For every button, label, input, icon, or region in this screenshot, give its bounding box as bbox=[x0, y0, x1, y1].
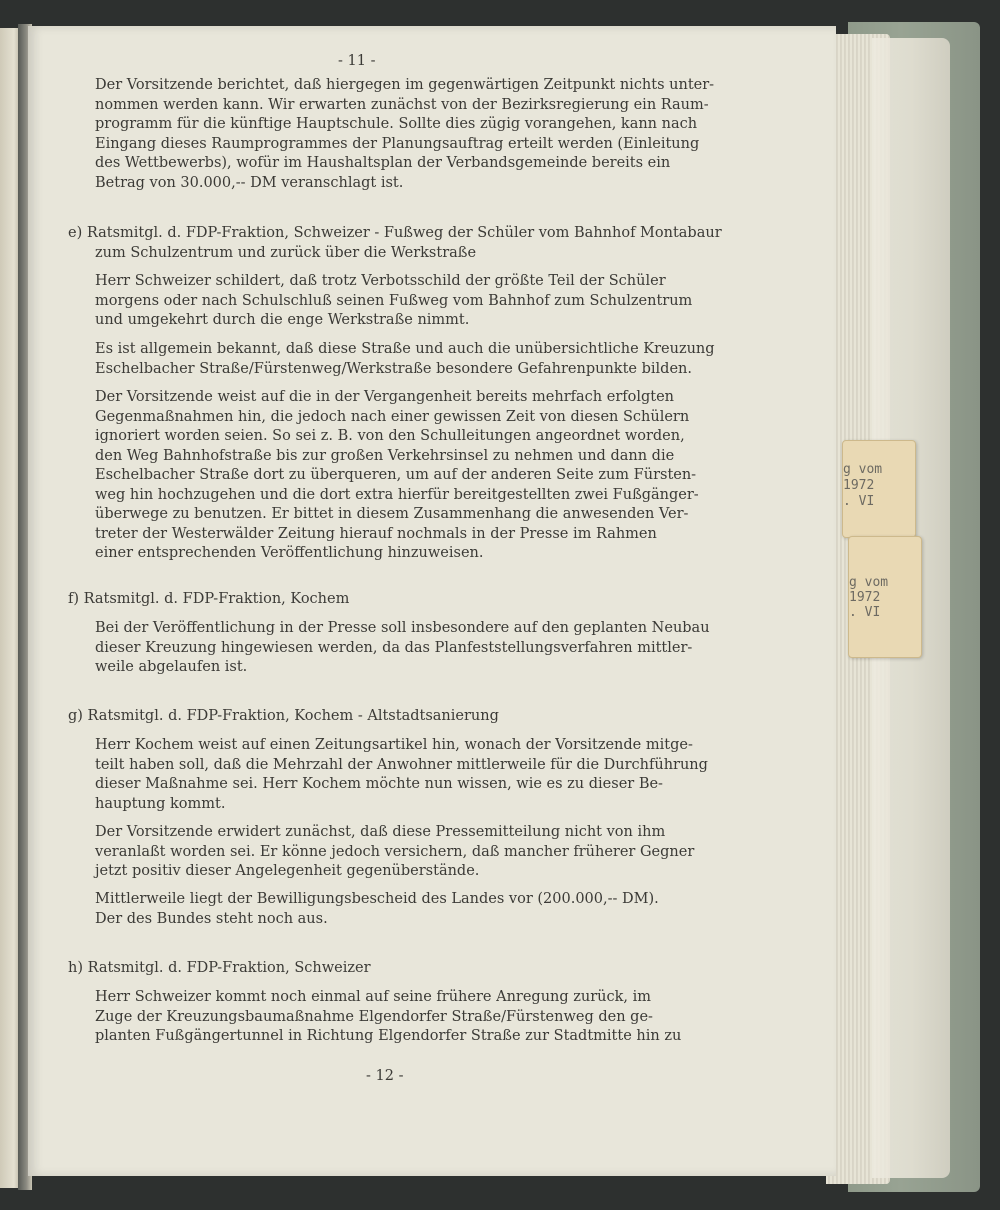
item-h-heading: h) Ratsmitgl. d. FDP-Fraktion, Schweizer bbox=[68, 960, 371, 976]
text-line: planten Fußgängertunnel in Richtung Elgendorfer Straße zur Stadtmitte hin zu bbox=[95, 1028, 682, 1044]
intro-paragraph bbox=[95, 76, 714, 193]
tab-line: . VI bbox=[849, 605, 881, 620]
text-line: hauptung kommt. bbox=[95, 795, 226, 812]
item-g-paragraph-2 bbox=[95, 823, 694, 882]
page-number-top: - 11 - bbox=[338, 53, 376, 69]
heading-line: zum Schulzentrum und zurück über die Werkstraße bbox=[95, 244, 477, 261]
item-f-heading: f) Ratsmitgl. d. FDP-Fraktion, Kochem bbox=[68, 591, 350, 607]
item-h-paragraph-1 bbox=[95, 988, 681, 1047]
tab-line: 1972 bbox=[849, 590, 881, 605]
text-line: Mittlerweile liegt der Bewilligungsbescheid des Landes vor (200.000,-- DM). bbox=[95, 891, 659, 907]
index-tab-1 bbox=[842, 440, 916, 538]
index-tab-2 bbox=[848, 536, 922, 658]
text-line: Zuge der Kreuzungsbaumaßnahme Elgendorfer Straße/Fürstenweg den ge- bbox=[95, 1008, 653, 1025]
text-line: weile abgelaufen ist. bbox=[95, 659, 248, 675]
text-line: überwege zu benutzen. Er bittet in diesem Zusammenhang die anwesenden Ver- bbox=[95, 506, 689, 522]
text-line: nommen werden kann. Wir erwarten zunächst von der Bezirksregierung ein Raum- bbox=[95, 96, 709, 113]
text-line: Der Vorsitzende erwidert zunächst, daß diese Pressemitteilung nicht von ihm bbox=[95, 824, 666, 840]
page-number-bottom: - 12 - bbox=[366, 1068, 404, 1084]
text-line: teilt haben soll, daß die Mehrzahl der Anwohner mittlerweile für die Durchführung bbox=[95, 756, 708, 773]
left-page-edge bbox=[0, 28, 20, 1188]
text-line: morgens oder nach Schulschluß seinen Fußweg vom Bahnhof zum Schulzentrum bbox=[95, 292, 693, 309]
text-line: veranlaßt worden sei. Er könne jedoch versichern, daß mancher früherer Gegner bbox=[95, 843, 695, 860]
text-line: ignoriert worden seien. So sei z. B. von den Schulleitungen angeordnet worden, bbox=[95, 428, 685, 444]
text-line: Eingang dieses Raumprogrammes der Planungsauftrag erteilt werden (Einleitung bbox=[95, 135, 700, 152]
item-g-heading: g) Ratsmitgl. d. FDP-Fraktion, Kochem - Altstadtsanierung bbox=[68, 708, 499, 724]
text-line: den Weg Bahnhofstraße bis zur großen Verkehrsinsel zu nehmen und dann die bbox=[95, 447, 675, 464]
text-line: Eschelbacher Straße dort zu überqueren, um auf der anderen Seite zum Fürsten- bbox=[95, 467, 697, 483]
document-page bbox=[28, 26, 836, 1176]
text-line: Herr Schweizer schildert, daß trotz Verbotsschild der größte Teil der Schüler bbox=[95, 273, 666, 289]
item-f-paragraph-1 bbox=[95, 619, 710, 678]
text-line: Betrag von 30.000,-- DM veranschlagt ist. bbox=[95, 174, 404, 191]
item-g-paragraph-1 bbox=[95, 736, 708, 814]
item-e-paragraph-2 bbox=[95, 340, 715, 379]
item-e-paragraph-1 bbox=[95, 272, 692, 331]
text-line: programm für die künftige Hauptschule. Sollte dies zügig vorangehen, kann nach bbox=[95, 116, 698, 132]
tab-line: g vom bbox=[843, 462, 883, 477]
text-line: dieser Kreuzung hingewiesen werden, da das Planfeststellungsverfahren mittler- bbox=[95, 639, 693, 656]
text-line: Der Vorsitzende weist auf die in der Vergangenheit bereits mehrfach erfolgten bbox=[95, 389, 675, 405]
text-line: Eschelbacher Straße/Fürstenweg/Werkstraße besondere Gefahrenpunkte bilden. bbox=[95, 360, 692, 377]
text-line: dieser Maßnahme sei. Herr Kochem möchte nun wissen, wie es zu dieser Be- bbox=[95, 776, 663, 792]
tab-line: . VI bbox=[843, 494, 875, 509]
text-line: Der des Bundes steht noch aus. bbox=[95, 910, 328, 927]
text-line: einer entsprechenden Veröffentlichung hinzuweisen. bbox=[95, 545, 484, 561]
tab-line: 1972 bbox=[843, 478, 875, 493]
item-e-heading bbox=[68, 224, 722, 263]
text-line: Gegenmaßnahmen hin, die jedoch nach einer gewissen Zeit von diesen Schülern bbox=[95, 408, 690, 425]
heading-line: e) Ratsmitgl. d. FDP-Fraktion, Schweizer - Fußweg der Schüler vom Bahnhof Montabaur bbox=[68, 225, 722, 241]
text-line: Es ist allgemein bekannt, daß diese Straße und auch die unübersichtliche Kreuzung bbox=[95, 341, 715, 357]
tab-line: g vom bbox=[849, 575, 889, 590]
text-line: Herr Schweizer kommt noch einmal auf seine frühere Anregung zurück, im bbox=[95, 989, 652, 1005]
text-line: weg hin hochzugehen und die dort extra hierfür bereitgestellten zwei Fußgänger- bbox=[95, 486, 699, 503]
item-e-paragraph-3 bbox=[95, 388, 699, 564]
text-line: Der Vorsitzende berichtet, daß hiergegen im gegenwärtigen Zeitpunkt nichts unter- bbox=[95, 77, 715, 93]
item-g-paragraph-3 bbox=[95, 890, 659, 929]
text-line: und umgekehrt durch die enge Werkstraße nimmt. bbox=[95, 312, 470, 328]
text-line: treter der Westerwälder Zeitung hierauf nochmals in der Presse im Rahmen bbox=[95, 525, 657, 542]
text-line: Bei der Veröffentlichung in der Presse soll insbesondere auf den geplanten Neubau bbox=[95, 620, 710, 636]
text-line: des Wettbewerbs), wofür im Haushaltsplan der Verbandsgemeinde bereits ein bbox=[95, 155, 671, 171]
text-line: jetzt positiv dieser Angelegenheit gegenüberstände. bbox=[95, 863, 480, 879]
text-line: Herr Kochem weist auf einen Zeitungsartikel hin, wonach der Vorsitzende mitge- bbox=[95, 737, 693, 753]
